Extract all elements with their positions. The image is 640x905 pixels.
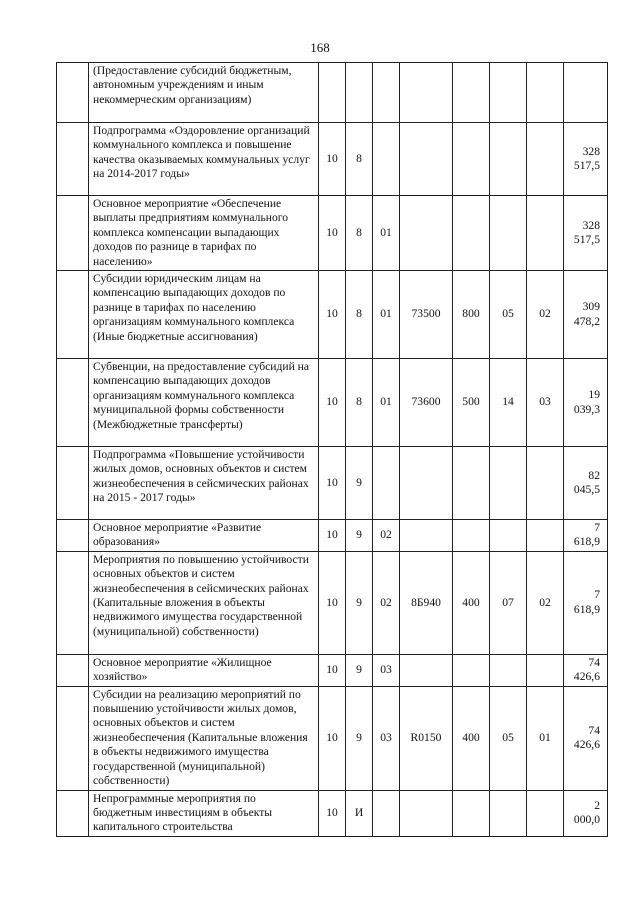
amount-cell: 7 618,9: [564, 551, 608, 654]
subdepartment-code: [527, 654, 564, 686]
table-row: [57, 551, 608, 654]
department-code: [490, 520, 527, 552]
table-row: [57, 271, 608, 359]
section-code: 10: [319, 123, 346, 196]
section-code: 10: [319, 196, 346, 271]
description-cell: Подпрограмма «Оздоровление организаций коммунального комплекса и повышение качества оказываемых коммунальных услуг на 2014-2017 годы»: [89, 123, 319, 196]
section-code: 10: [319, 551, 346, 654]
expense-type-code: [453, 654, 490, 686]
description-cell: Непрограммные мероприятия по бюджетным инвестициям в объекты капитального строительства: [89, 790, 319, 836]
description-cell: Основное мероприятие «Развитие образования»: [89, 520, 319, 552]
target-item-code: [400, 123, 453, 196]
number-cell: [57, 790, 89, 836]
amount-cell: 82 045,5: [564, 447, 608, 520]
target-item-code: [400, 520, 453, 552]
target-item-code: 73600: [400, 359, 453, 447]
subdepartment-code: 02: [527, 271, 564, 359]
target-item-code: [400, 196, 453, 271]
subsection-code: И: [346, 790, 373, 836]
event-code: 03: [373, 686, 400, 790]
amount-cell: 74 426,6: [564, 686, 608, 790]
subdepartment-code: [527, 790, 564, 836]
section-code: 10: [319, 654, 346, 686]
subsection-code: [346, 63, 373, 123]
event-code: [373, 790, 400, 836]
subsection-code: 8: [346, 359, 373, 447]
amount-cell: 19 039,3: [564, 359, 608, 447]
budget-table: [56, 62, 608, 837]
event-code: 02: [373, 551, 400, 654]
amount-cell: [564, 63, 608, 123]
subsection-code: 8: [346, 196, 373, 271]
description-cell: Мероприятия по повышению устойчивости основных объектов и систем жизнеобеспечения в сейсмических районах (Капитальные вложения в объекты недвижимого имущества государственной (муниципальной) собственности): [89, 551, 319, 654]
subsection-code: 8: [346, 123, 373, 196]
event-code: 02: [373, 520, 400, 552]
table-row: [57, 520, 608, 552]
number-cell: [57, 196, 89, 271]
section-code: [319, 63, 346, 123]
department-code: 07: [490, 551, 527, 654]
number-cell: [57, 271, 89, 359]
subdepartment-code: [527, 123, 564, 196]
expense-type-code: 400: [453, 686, 490, 790]
event-code: [373, 63, 400, 123]
section-code: 10: [319, 271, 346, 359]
subdepartment-code: 03: [527, 359, 564, 447]
target-item-code: [400, 63, 453, 123]
expense-type-code: [453, 196, 490, 271]
subdepartment-code: [527, 63, 564, 123]
subdepartment-code: 02: [527, 551, 564, 654]
section-code: 10: [319, 359, 346, 447]
amount-cell: 309 478,2: [564, 271, 608, 359]
department-code: 05: [490, 686, 527, 790]
target-item-code: 8Б940: [400, 551, 453, 654]
department-code: [490, 654, 527, 686]
section-code: 10: [319, 790, 346, 836]
description-cell: Основное мероприятие «Жилищное хозяйство»: [89, 654, 319, 686]
department-code: [490, 447, 527, 520]
expense-type-code: [453, 520, 490, 552]
target-item-code: 73500: [400, 271, 453, 359]
table-row: [57, 654, 608, 686]
subsection-code: 8: [346, 271, 373, 359]
expense-type-code: 800: [453, 271, 490, 359]
number-cell: [57, 551, 89, 654]
amount-cell: 328 517,5: [564, 196, 608, 271]
target-item-code: [400, 790, 453, 836]
target-item-code: [400, 654, 453, 686]
table-row: [57, 790, 608, 836]
expense-type-code: [453, 63, 490, 123]
expense-type-code: 500: [453, 359, 490, 447]
subsection-code: 9: [346, 654, 373, 686]
department-code: 05: [490, 271, 527, 359]
section-code: 10: [319, 686, 346, 790]
number-cell: [57, 654, 89, 686]
target-item-code: R0150: [400, 686, 453, 790]
department-code: [490, 790, 527, 836]
description-cell: Субсидии на реализацию мероприятий по повышению устойчивости жилых домов, основных объектов и систем жизнеобеспечения (Капитальные вложения в объекты недвижимого имущества государственной (муниципальной) собственности): [89, 686, 319, 790]
description-cell: Подпрограмма «Повышение устойчивости жилых домов, основных объектов и систем жизнеобеспечения в сейсмических районах на 2015 - 2017 годы»: [89, 447, 319, 520]
amount-cell: 7 618,9: [564, 520, 608, 552]
subdepartment-code: [527, 520, 564, 552]
subdepartment-code: [527, 196, 564, 271]
department-code: [490, 196, 527, 271]
table-row: [57, 359, 608, 447]
section-code: 10: [319, 447, 346, 520]
description-cell: Субсидии юридическим лицам на компенсацию выпадающих доходов по разнице в тарифах по населению организациям коммунального комплекса (Иные бюджетные ассигнования): [89, 271, 319, 359]
description-cell: Основное мероприятие «Обеспечение выплаты предприятиям коммунального комплекса компенсации выпадающих доходов по разнице в тарифах по населению»: [89, 196, 319, 271]
table-row: [57, 63, 608, 123]
table-row: [57, 686, 608, 790]
event-code: [373, 123, 400, 196]
subdepartment-code: [527, 447, 564, 520]
number-cell: [57, 123, 89, 196]
table-row: [57, 123, 608, 196]
event-code: 01: [373, 271, 400, 359]
subsection-code: 9: [346, 686, 373, 790]
subsection-code: 9: [346, 447, 373, 520]
expense-type-code: [453, 447, 490, 520]
number-cell: [57, 686, 89, 790]
amount-cell: 2 000,0: [564, 790, 608, 836]
subsection-code: 9: [346, 551, 373, 654]
number-cell: [57, 447, 89, 520]
expense-type-code: [453, 123, 490, 196]
description-cell: (Предоставление субсидий бюджетным, автономным учреждениям и иным некоммерческим организациям): [89, 63, 319, 123]
amount-cell: 74 426,6: [564, 654, 608, 686]
subdepartment-code: 01: [527, 686, 564, 790]
expense-type-code: 400: [453, 551, 490, 654]
number-cell: [57, 520, 89, 552]
table-row: [57, 447, 608, 520]
amount-cell: 328 517,5: [564, 123, 608, 196]
department-code: [490, 123, 527, 196]
department-code: [490, 63, 527, 123]
subsection-code: 9: [346, 520, 373, 552]
event-code: 01: [373, 196, 400, 271]
number-cell: [57, 63, 89, 123]
target-item-code: [400, 447, 453, 520]
event-code: [373, 447, 400, 520]
expense-type-code: [453, 790, 490, 836]
description-cell: Субвенции, на предоставление субсидий на компенсацию выпадающих доходов организациям коммунального комплекса муниципальной формы собственности (Межбюджетные трансферты): [89, 359, 319, 447]
section-code: 10: [319, 520, 346, 552]
page-number: 168: [310, 40, 330, 55]
number-cell: [57, 359, 89, 447]
event-code: 03: [373, 654, 400, 686]
table-row: [57, 196, 608, 271]
event-code: 01: [373, 359, 400, 447]
department-code: 14: [490, 359, 527, 447]
